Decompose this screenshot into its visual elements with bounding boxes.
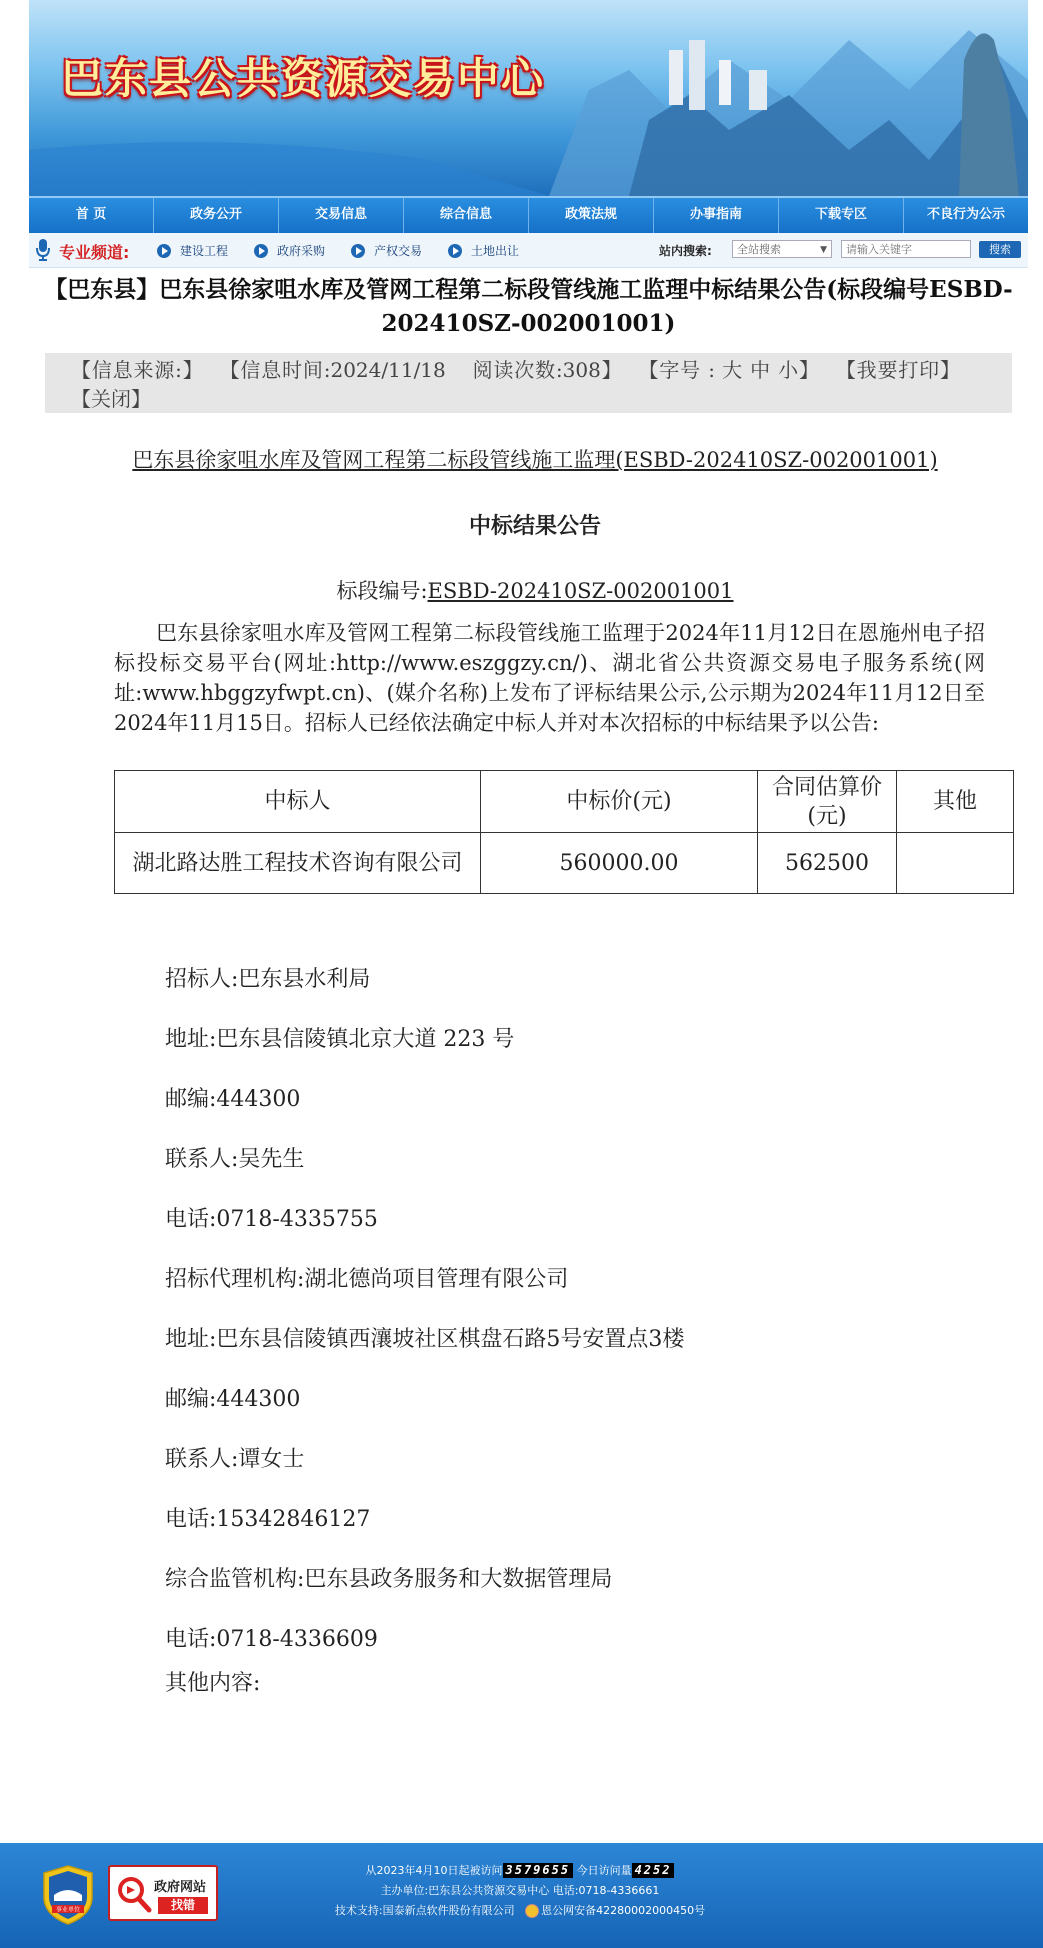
- nav-item-home[interactable]: 首 页: [29, 198, 154, 233]
- gov-website-error-button[interactable]: [108, 1865, 218, 1921]
- nav-item-trade-info[interactable]: 交易信息: [279, 198, 404, 233]
- info-reads: 阅读次数:308】: [471, 358, 623, 382]
- nav-item-general-info[interactable]: 综合信息: [404, 198, 529, 233]
- result-table: [114, 770, 1014, 894]
- channel-link-label: 建设工程: [180, 244, 229, 258]
- play-circle-icon: [157, 244, 171, 258]
- search-label: 站内搜索:: [659, 244, 712, 258]
- host-line: 主办单位:巴东县公共资源交易中心 电话:0718-4336661: [380, 1884, 660, 1897]
- contact-line: 其他内容:: [165, 1671, 261, 1696]
- channel-link-label: 政府采购: [277, 244, 326, 258]
- site-banner: [29, 0, 1028, 196]
- gov-website-label: 政府网站: [154, 1880, 207, 1895]
- police-badge-icon: [525, 1904, 539, 1918]
- site-footer: [0, 1843, 1043, 1948]
- channel-link-property[interactable]: [351, 242, 422, 259]
- table-cell: [897, 833, 1014, 894]
- table-cell: 560000.00: [481, 833, 758, 894]
- visit-prefix: 从2023年4月10日起被访问: [365, 1864, 503, 1877]
- visit-counter-line: [270, 1861, 770, 1881]
- article-title: 【巴东县】巴东县徐家咀水库及管网工程第二标段管线施工监理中标结果公告(标段编号ESBD-202410SZ-002001001): [44, 276, 1013, 337]
- visit-count: 3579655: [503, 1863, 574, 1878]
- table-header-row: [115, 771, 1014, 833]
- contact-line: 邮编:444300: [165, 1387, 301, 1412]
- section-number-value: ESBD-202410SZ-002001001: [427, 579, 734, 603]
- today-count: 4252: [632, 1863, 675, 1878]
- table-cell: 湖北路达胜工程技术咨询有限公司: [115, 833, 481, 894]
- info-source: 【信息来源:】: [71, 358, 204, 382]
- icp-link[interactable]: 恩公网安备42280002000450号: [541, 1904, 706, 1917]
- contact-line: 地址:巴东县信陵镇北京大道 223 号: [165, 1027, 515, 1052]
- search-scope-value: 全站搜索: [737, 243, 781, 256]
- section-number: [85, 576, 985, 606]
- channel-links: [157, 242, 545, 259]
- channel-link-land[interactable]: [448, 242, 519, 259]
- contact-line: 招标人:巴东县水利局: [165, 967, 371, 992]
- print-link[interactable]: 【我要打印】: [845, 358, 961, 382]
- font-size-control[interactable]: 【字号 : 大 中 小】: [648, 358, 820, 382]
- chevron-down-icon: ▼: [820, 245, 827, 255]
- table-row: [115, 833, 1014, 894]
- channel-link-label: 产权交易: [374, 244, 423, 258]
- play-circle-icon: [448, 244, 462, 258]
- nav-item-government[interactable]: 政务公开: [154, 198, 279, 233]
- table-header-cell: 中标人: [115, 771, 481, 833]
- today-prefix: 今日访问量: [576, 1864, 632, 1877]
- table-header-cell: 合同估算价(元): [758, 771, 897, 833]
- article-info-bar: [45, 353, 1012, 413]
- contact-line: 电话:15342846127: [165, 1507, 371, 1532]
- contact-line: 招标代理机构:湖北德尚项目管理有限公司: [165, 1267, 569, 1292]
- footer-info: [270, 1861, 770, 1921]
- contact-line: 联系人:吴先生: [165, 1147, 305, 1172]
- announcement-subtitle: 中标结果公告: [468, 513, 601, 539]
- support-line: [270, 1901, 770, 1921]
- gov-error-label: 找错: [158, 1897, 208, 1914]
- contact-line: 邮编:444300: [165, 1087, 301, 1112]
- info-time: 【信息时间:2024/11/18: [229, 358, 446, 382]
- institution-badge-icon[interactable]: [42, 1865, 94, 1925]
- contact-line: 联系人:谭女士: [165, 1447, 305, 1472]
- table-header-cell: 其他: [897, 771, 1014, 833]
- badge-label: 事业单位: [55, 1906, 81, 1914]
- channel-link-label: 土地出让: [471, 244, 520, 258]
- nav-item-bad-behavior[interactable]: 不良行为公示: [926, 207, 1005, 222]
- support-text: 技术支持:国泰新点软件股份有限公司: [334, 1904, 515, 1917]
- play-circle-icon: [351, 244, 365, 258]
- microphone-icon: [35, 238, 51, 262]
- contact-line: 综合监管机构:巴东县政务服务和大数据管理局: [165, 1567, 613, 1592]
- search-scope-select[interactable]: [732, 240, 832, 258]
- channel-link-construction[interactable]: [157, 242, 228, 259]
- search-input[interactable]: [841, 240, 971, 258]
- nav-item-policy[interactable]: 政策法规: [529, 198, 654, 233]
- nav-item-guide[interactable]: 办事指南: [654, 198, 779, 233]
- close-link[interactable]: 【关闭】: [71, 387, 151, 411]
- channel-link-procurement[interactable]: [254, 242, 325, 259]
- channel-bar: [29, 233, 1028, 268]
- contact-line: 电话:0718-4336609: [165, 1627, 378, 1652]
- main-nav: [29, 196, 1028, 233]
- search-button[interactable]: 搜索: [979, 241, 1021, 258]
- contact-line: 地址:巴东县信陵镇西瀼坡社区棋盘石路5号安置点3楼: [165, 1327, 685, 1352]
- nav-item-download[interactable]: 下载专区: [779, 198, 904, 233]
- magnifier-icon: [116, 1875, 152, 1913]
- contact-line: 电话:0718-4335755: [165, 1207, 378, 1232]
- announcement-paragraph: 巴东县徐家咀水库及管网工程第二标段管线施工监理于2024年11月12日在恩施州电子招标投标交易平台(网址:http://www.eszggzy.cn/)、湖北省公共资源交易电子服务系统(网址:www.hbggzyfwpt.cn)、(媒介名称)上发布了评标结果公示,公示期为2024年11月12日至2024年11月15日。招标人已经依法确定中标人并对本次招标的中标结果予以公告:: [114, 621, 985, 735]
- table-cell: 562500: [758, 833, 897, 894]
- site-title: 巴东县公共资源交易中心: [61, 54, 546, 103]
- section-number-label: 标段编号:: [336, 579, 428, 603]
- play-circle-icon: [254, 244, 268, 258]
- project-link[interactable]: 巴东县徐家咀水库及管网工程第二标段管线施工监理(ESBD-202410SZ-002001001): [132, 448, 938, 472]
- table-header-cell: 中标价(元): [481, 771, 758, 833]
- channel-label: 专业频道:: [59, 243, 130, 262]
